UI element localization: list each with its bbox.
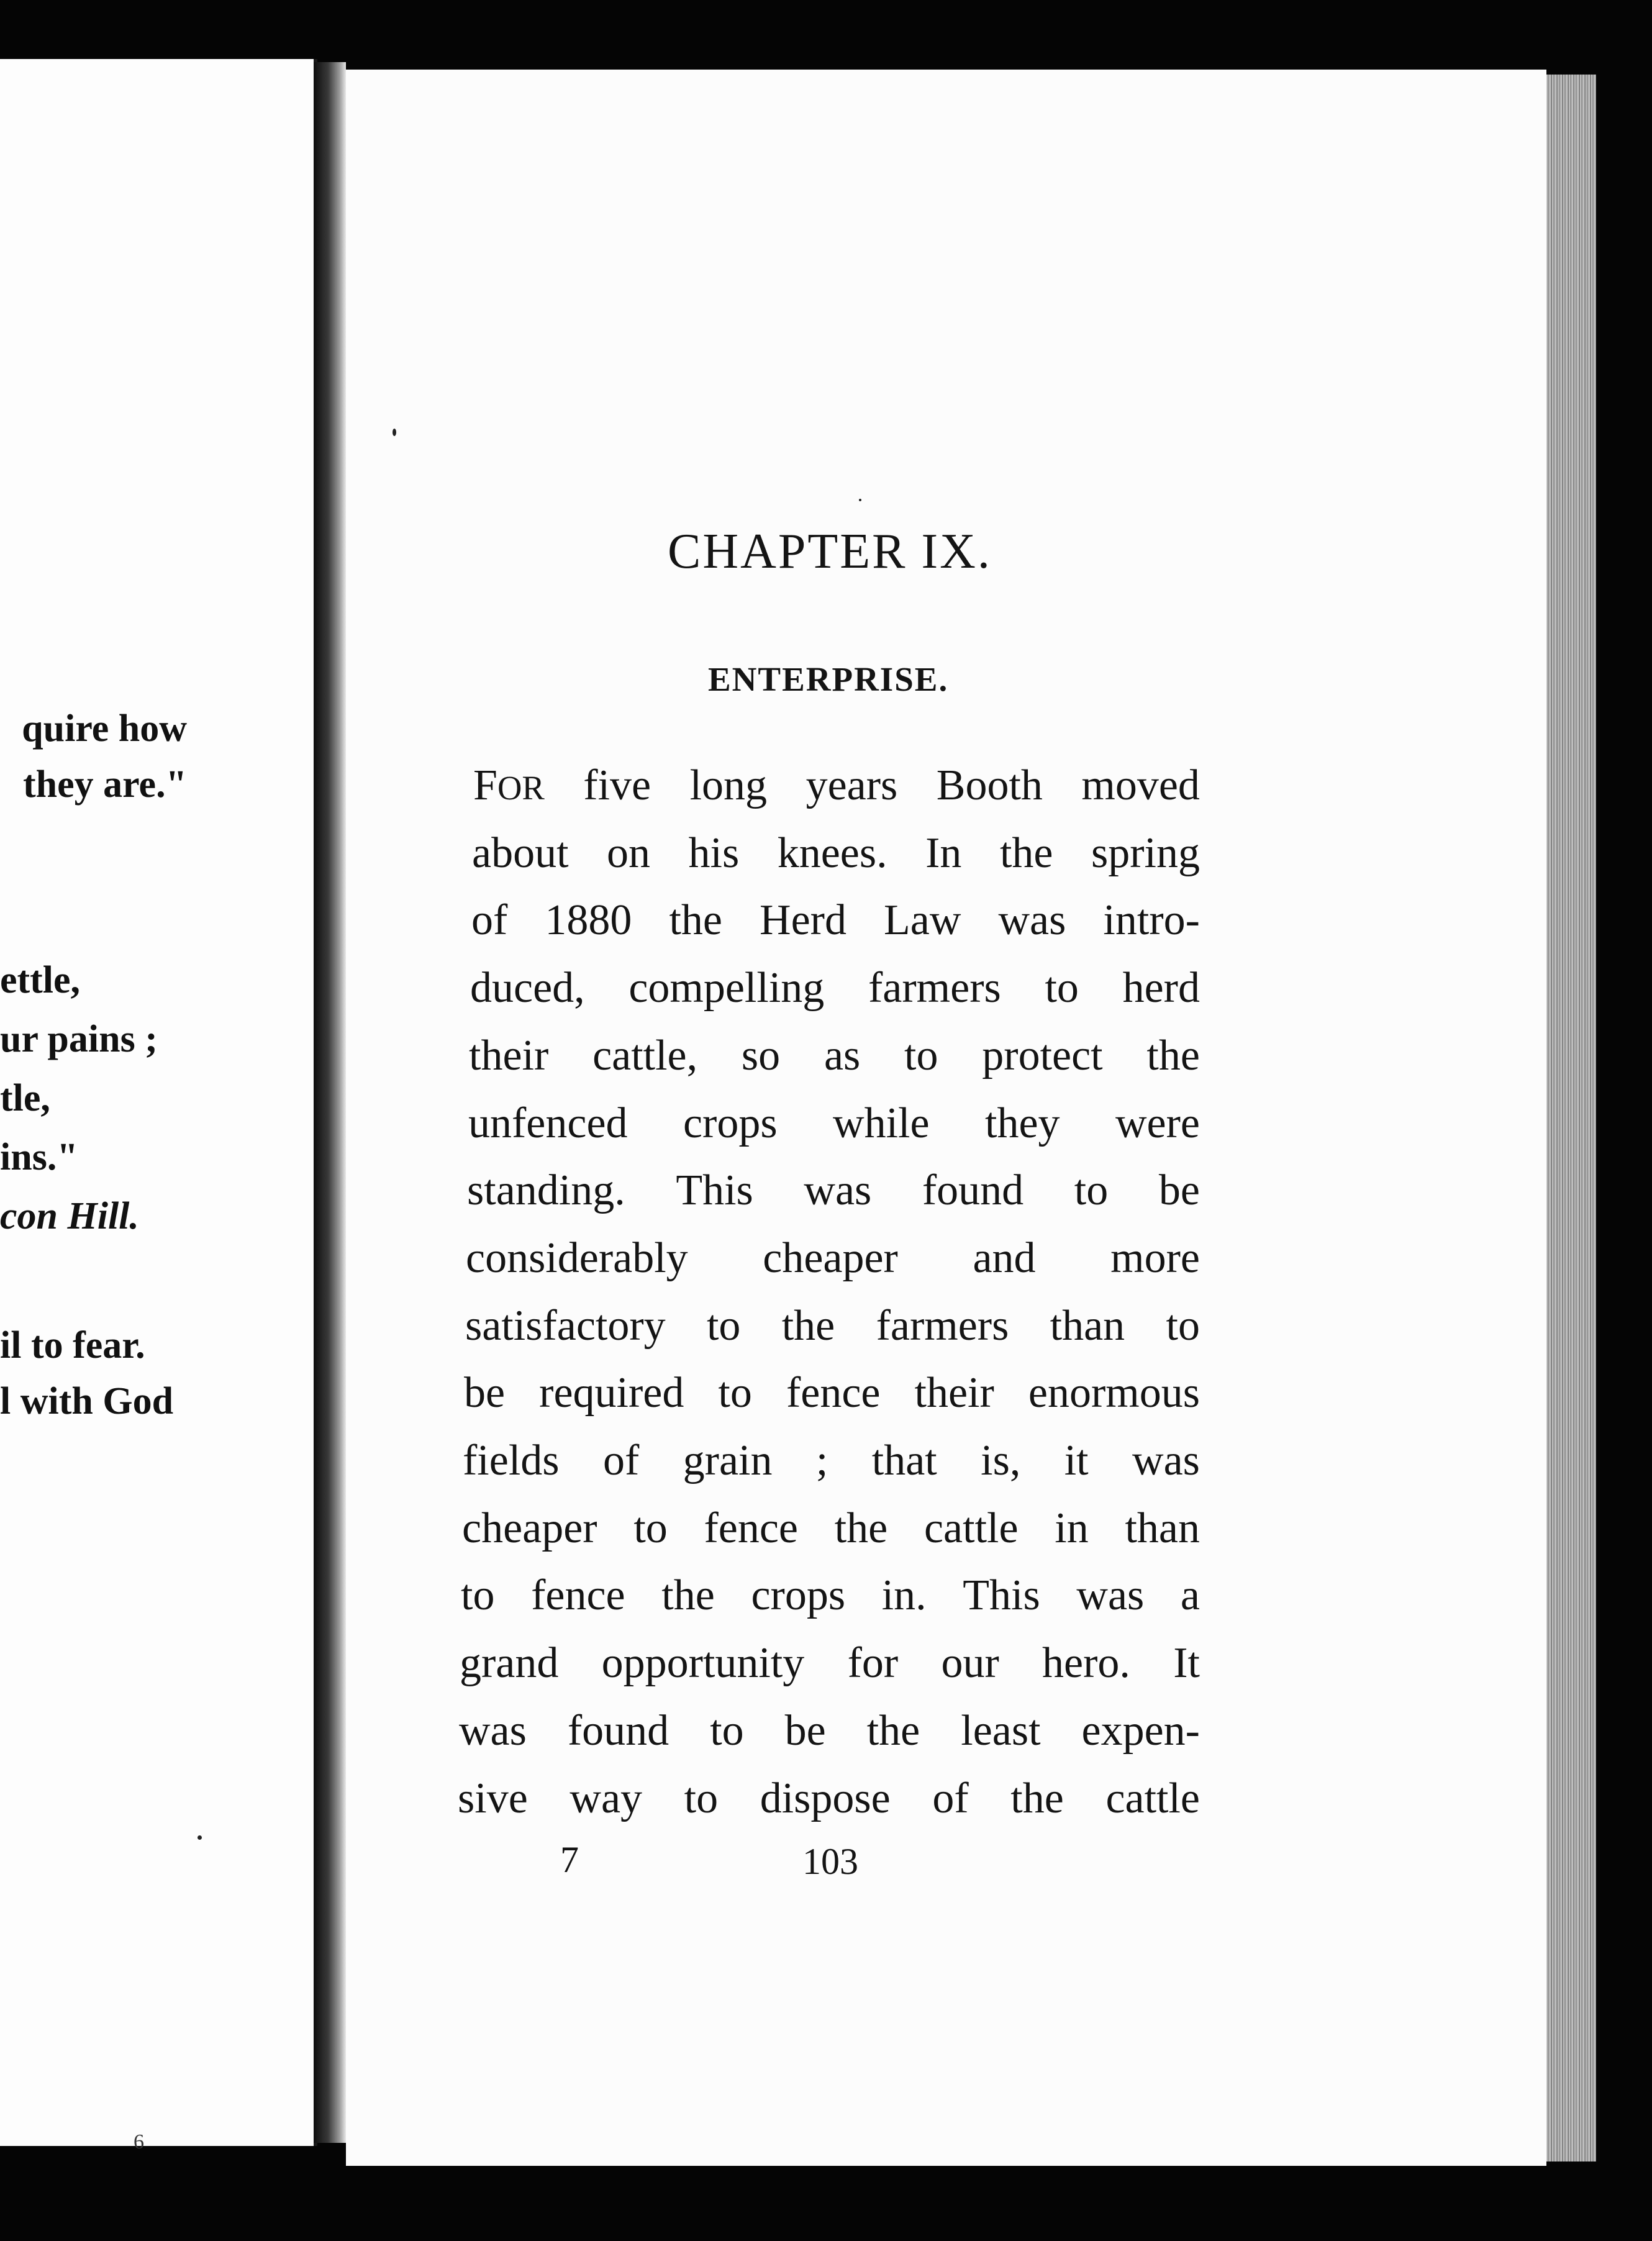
body-line: fields of grain ; that is, it was <box>463 1437 1200 1484</box>
body-line: was found to be the least expen- <box>459 1707 1200 1755</box>
page-edges <box>1546 75 1596 2161</box>
chapter-title: CHAPTER IX. <box>668 524 992 579</box>
book-gutter <box>314 62 346 2143</box>
left-page-line: ettle, <box>0 959 81 1001</box>
scan-speck <box>859 499 861 501</box>
left-page-line: l with God <box>0 1380 174 1422</box>
left-page-bottom-mark: 6 <box>134 2130 144 2153</box>
body-line: cheaper to fence the cattle in than <box>462 1504 1200 1552</box>
body-line: duced, compelling farmers to herd <box>470 964 1200 1012</box>
body-line: grand opportunity for our hero. It <box>460 1639 1200 1687</box>
body-line: of 1880 the Herd Law was intro- <box>471 896 1200 944</box>
scan-speck <box>393 429 396 436</box>
left-page-line: il to fear. <box>0 1324 145 1366</box>
section-title: ENTERPRISE. <box>708 660 949 698</box>
body-line: their cattle, so as to protect the <box>469 1032 1200 1080</box>
previous-page-fragment <box>0 59 317 2153</box>
signature-mark: 7 <box>560 1839 579 1880</box>
left-page-line: they are." <box>23 763 187 806</box>
body-line: sive way to dispose of the cattle <box>458 1775 1200 1822</box>
left-page-line: ur pains ; <box>0 1018 158 1060</box>
left-page-line: quire how <box>22 707 187 750</box>
body-line: unfenced crops while they were <box>468 1099 1200 1147</box>
body-line: considerably cheaper and more <box>466 1234 1200 1282</box>
body-line: to fence the crops in. This was a <box>461 1571 1200 1619</box>
left-page-line: ins." <box>0 1136 78 1178</box>
body-line: satisfactory to the farmers than to <box>465 1302 1200 1350</box>
left-page-line: con Hill. <box>0 1195 139 1237</box>
page-number: 103 <box>802 1841 858 1882</box>
body-line: FOR five long years Booth moved <box>473 761 1200 809</box>
body-line: about on his knees. In the spring <box>472 829 1200 877</box>
scan-speck <box>197 1835 202 1840</box>
body-line: standing. This was found to be <box>467 1166 1200 1214</box>
left-page-line: tle, <box>0 1077 50 1119</box>
body-line: be required to fence their enormous <box>464 1369 1200 1417</box>
